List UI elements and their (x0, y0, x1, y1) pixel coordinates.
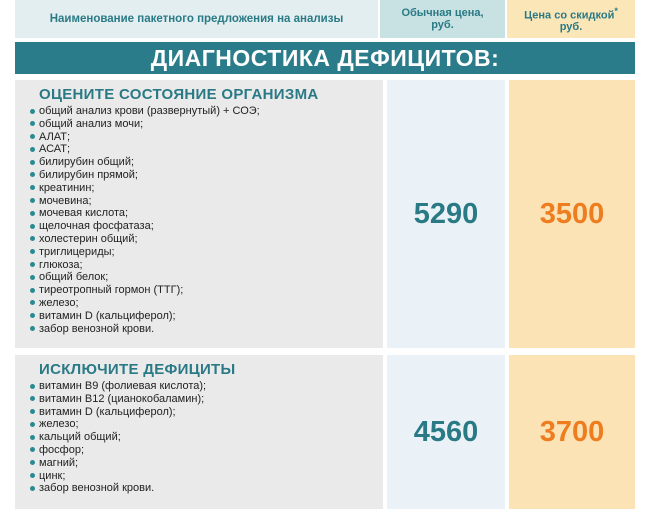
discount-footnote-mark: * (614, 5, 618, 16)
list-item: АЛАТ; (39, 131, 383, 144)
list-item: витамин D (кальциферол); (39, 310, 383, 323)
package-1-regular-price-cell (387, 80, 505, 348)
package-1-description (15, 80, 383, 348)
package-1-title: ОЦЕНИТЕ СОСТОЯНИЕ ОРГАНИЗМА (39, 86, 319, 103)
list-item: тиреотропный гормон (ТТГ); (39, 284, 383, 297)
package-2-discount-price-cell (509, 355, 635, 509)
list-item: витамин В9 (фолиевая кислота); (39, 380, 383, 393)
list-item: триглицериды; (39, 246, 383, 259)
column-header-discount-price (507, 0, 635, 38)
package-1-discount-price: 3500 (539, 197, 605, 230)
package-2-regular-price-cell (387, 355, 505, 509)
package-2-discount-price: 3700 (539, 415, 605, 448)
list-item: общий анализ крови (развернутый) + СОЭ; (39, 105, 383, 118)
package-1-regular-price: 5290 (413, 197, 479, 230)
list-item: витамин D (кальциферол); (39, 406, 383, 419)
discount-price-header-line2: руб. (559, 21, 583, 34)
package-2-description (15, 355, 383, 509)
list-item: билирубин прямой; (39, 169, 383, 182)
list-item: цинк; (39, 470, 383, 483)
regular-price-header-line2: руб. (431, 19, 454, 31)
list-item: кальций общий; (39, 431, 383, 444)
package-2-title: ИСКЛЮЧИТЕ ДЕФИЦИТЫ (39, 361, 236, 378)
package-1-items (39, 105, 383, 335)
list-item: глюкоза; (39, 259, 383, 272)
list-item: железо; (39, 297, 383, 310)
column-header-regular-price (380, 0, 505, 38)
list-item: фосфор; (39, 444, 383, 457)
list-item: АСАТ; (39, 143, 383, 156)
list-item: витамин В12 (цианокобаламин); (39, 393, 383, 406)
list-item: забор венозной крови. (39, 323, 383, 336)
list-item: холестерин общий; (39, 233, 383, 246)
list-item: магний; (39, 457, 383, 470)
discount-price-header-line1: Цена со скидкой (524, 9, 615, 22)
list-item: мочевая кислота; (39, 207, 383, 220)
list-item: билирубин общий; (39, 156, 383, 169)
list-item: забор венозной крови. (39, 482, 383, 495)
package-2-regular-price: 4560 (413, 415, 479, 448)
section-banner: ДИАГНОСТИКА ДЕФИЦИТОВ: (15, 42, 635, 74)
list-item: щелочная фосфатаза; (39, 220, 383, 233)
package-1-discount-price-cell (509, 80, 635, 348)
list-item: общий анализ мочи; (39, 118, 383, 131)
list-item: мочевина; (39, 195, 383, 208)
regular-price-header-line1: Обычная цена, (401, 7, 484, 19)
package-2-items (39, 380, 383, 495)
list-item: креатинин; (39, 182, 383, 195)
list-item: железо; (39, 418, 383, 431)
column-header-name: Наименование пакетного предложения на анализы (15, 0, 378, 38)
list-item: общий белок; (39, 271, 383, 284)
